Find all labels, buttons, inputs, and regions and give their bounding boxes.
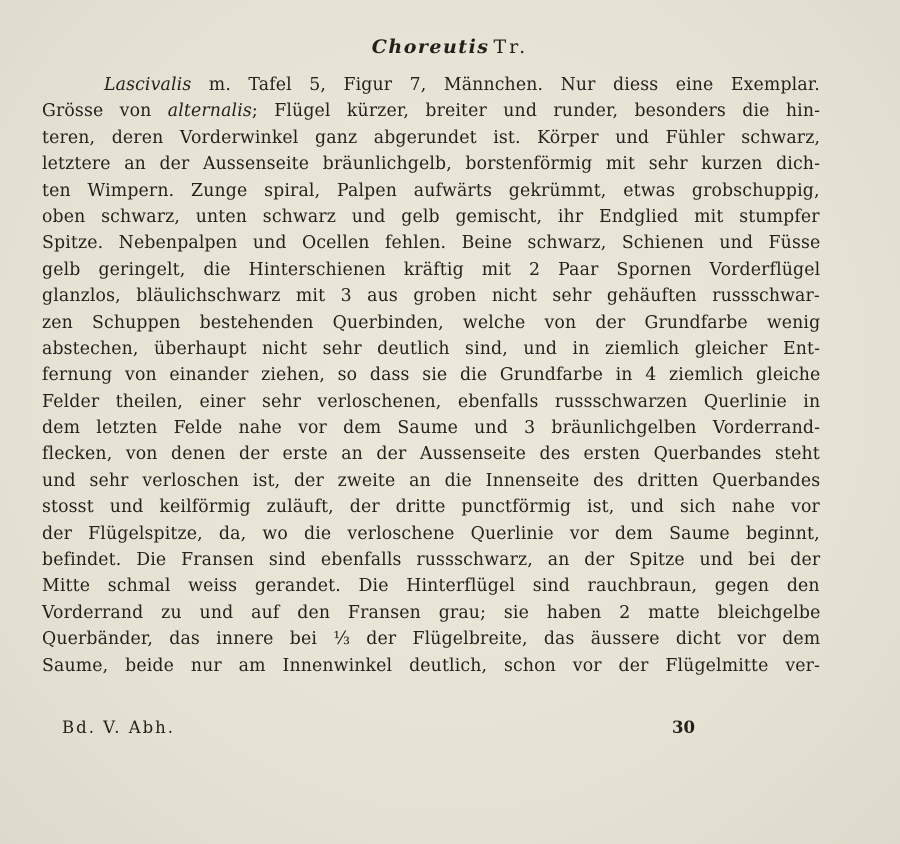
text-line: teren, deren Vorderwinkel ganz abgerundet ist. Körper und Fühler schwarz, — [42, 127, 821, 148]
text-line: zen Schuppen bestehenden Querbinden, welche von der Grundfarbe wenig — [42, 312, 821, 333]
text-line: Mitte schmal weiss gerandet. Die Hinterflügel sind rauchbraun, gegen den — [42, 576, 820, 597]
species-description — [42, 72, 820, 679]
text-line: dem letzten Felde nahe vor dem Saume und 3 bräunlichgelben Vorderrand- — [42, 418, 821, 439]
text-line: glanzlos, bläulichschwarz mit 3 aus groben nicht sehr gehäuften russschwar- — [42, 286, 820, 307]
author-abbreviation: Tr. — [493, 36, 529, 58]
text-line: abstechen, überhaupt nicht sehr deutlich sind, und in ziemlich gleicher Ent- — [42, 338, 821, 359]
bleed-through-text — [0, 0, 900, 30]
text-line: der Flügelspitze, da, wo die verloschene Querlinie vor dem Saume beginnt, — [42, 523, 820, 544]
page-number: 30 — [672, 718, 695, 737]
text-line: Spitze. Nebenpalpen und Ocellen fehlen. Beine schwarz, Schienen und Füsse — [42, 233, 821, 254]
text-line: oben schwarz, unten schwarz und gelb gemischt, ihr Endglied mit stumpfer — [42, 206, 820, 227]
page-footer — [62, 716, 695, 740]
text-line: Lascivalis m. Tafel 5, Figur 7, Männchen. Nur diess eine Exemplar. — [104, 75, 820, 95]
text-line: fernung von einander ziehen, so dass sie die Grundfarbe in 4 ziemlich gleiche — [42, 365, 821, 386]
text-line: flecken, von denen der erste an der Aussenseite des ersten Querbandes steht — [42, 444, 820, 465]
reference-species: alternalis — [167, 101, 252, 122]
text-line: Saume, beide nur am Innenwinkel deutlich, schon vor der Flügelmitte ver- — [42, 655, 821, 676]
volume-label: Bd. V. Abh. — [62, 718, 176, 737]
text-line: stosst und keilförmig zuläuft, der dritte punctförmig ist, und sich nahe vor — [42, 497, 820, 518]
page-header — [0, 36, 900, 58]
text-line: Felder theilen, einer sehr verloschenen, ebenfalls russschwarzen Querlinie in — [42, 391, 821, 412]
genus-title: Choreutis — [371, 36, 490, 58]
text-line: letztere an der Aussenseite bräunlichgelb, borstenförmig mit sehr kurzen dich- — [42, 154, 821, 175]
text-line: Grösse von alternalis; Flügel kürzer, breiter und runder, besonders die hin- — [42, 101, 821, 122]
text-line: Vorderrand zu und auf den Fransen grau; sie haben 2 matte bleichgelbe — [42, 602, 821, 623]
text-line: befindet. Die Fransen sind ebenfalls russschwarz, an der Spitze und bei der — [42, 550, 821, 571]
text-line: Querbänder, das innere bei ⅓ der Flügelbreite, das äussere dicht vor dem — [42, 629, 821, 650]
text-line: ten Wimpern. Zunge spiral, Palpen aufwärts gekrümmt, etwas grobschuppig, — [42, 180, 820, 201]
text-line: und sehr verloschen ist, der zweite an die Innenseite des dritten Querbandes — [42, 470, 821, 491]
species-name: Lascivalis — [104, 75, 192, 95]
text-line: gelb geringelt, die Hinterschienen kräftig mit 2 Paar Spornen Vorderflügel — [42, 259, 821, 280]
